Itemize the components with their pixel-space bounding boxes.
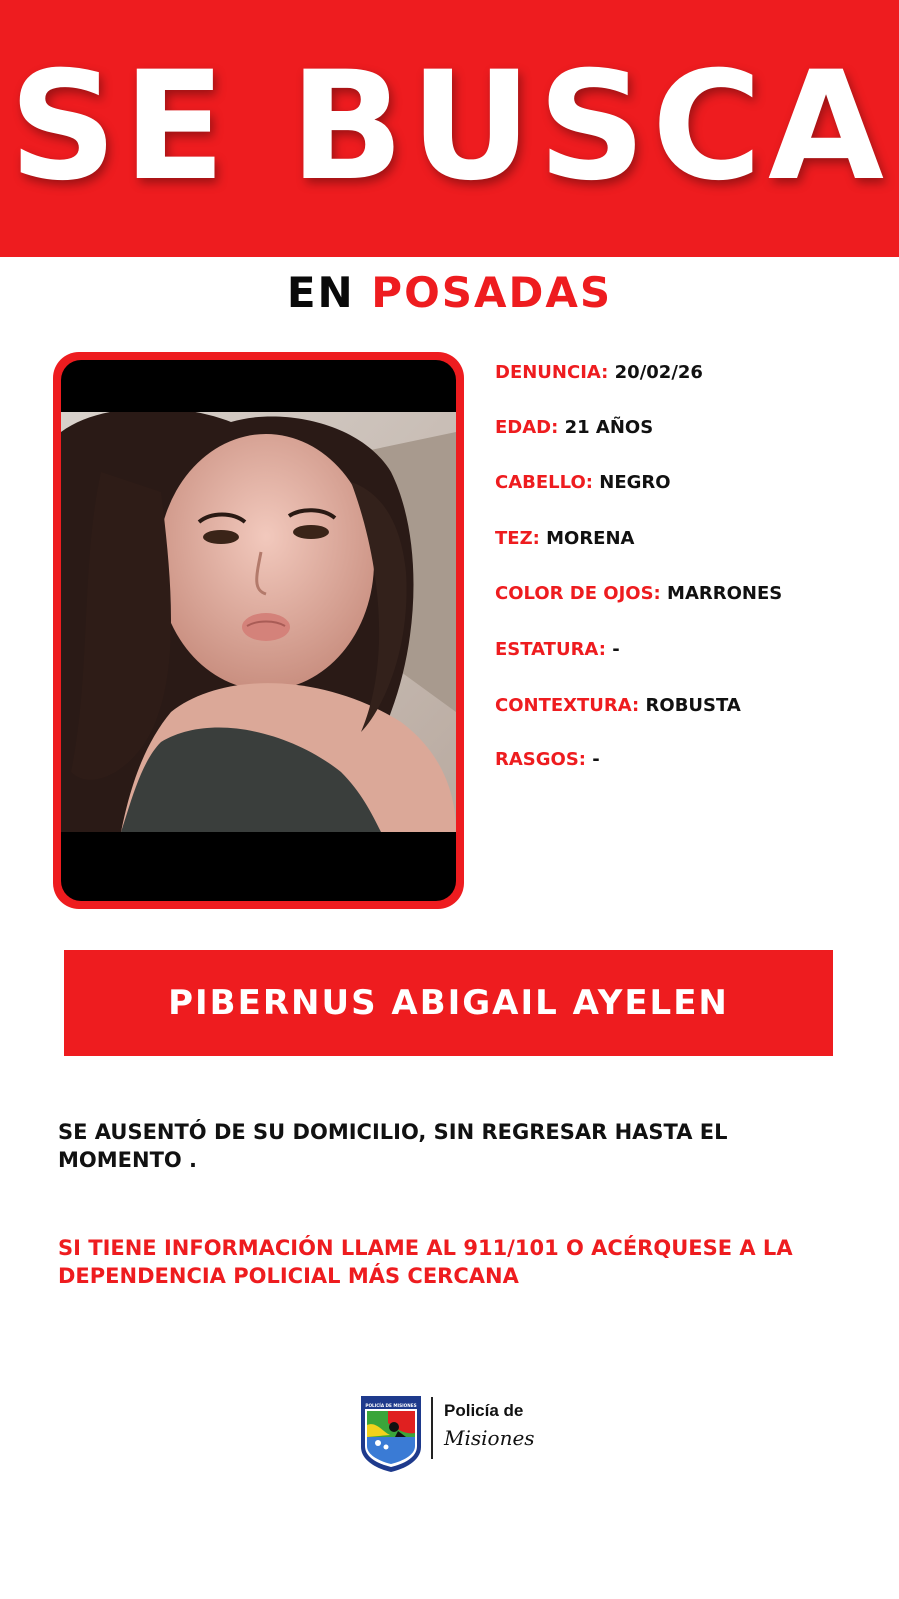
police-shield-icon <box>358 1393 424 1473</box>
detail-row-contextura <box>495 691 741 721</box>
detail-row-denuncia <box>495 358 703 388</box>
detail-row-rasgos <box>495 745 600 775</box>
location-subtitle <box>0 268 899 318</box>
detail-value: MORENA <box>546 528 635 549</box>
logo-divider <box>431 1397 433 1459</box>
detail-value: ROBUSTA <box>645 695 741 716</box>
name-banner <box>64 950 833 1056</box>
detail-row-estatura <box>495 635 620 665</box>
police-logo <box>358 1393 548 1473</box>
detail-value: MARRONES <box>667 583 783 604</box>
detail-label: CABELLO: <box>495 472 593 493</box>
detail-value: - <box>612 639 620 660</box>
header-banner <box>0 0 899 257</box>
logo-text: Policía de <box>444 1401 524 1420</box>
detail-label: RASGOS: <box>495 749 586 770</box>
detail-label: TEZ: <box>495 528 540 549</box>
police-badge-text: POLICÍA DE MISIONES <box>365 1403 417 1408</box>
detail-value: NEGRO <box>599 472 671 493</box>
detail-value: - <box>592 749 600 770</box>
detail-label: COLOR DE OJOS: <box>495 583 661 604</box>
absence-text: SE AUSENTÓ DE SU DOMICILIO, SIN REGRESAR HASTA EL MOMENTO . <box>58 1120 728 1172</box>
photo-container <box>61 360 456 901</box>
person-name: PIBERNUS ABIGAIL AYELEN <box>168 983 729 1023</box>
logo-script-text: Misiones <box>444 1426 535 1450</box>
location-city: POSADAS <box>371 268 613 317</box>
detail-label: ESTATURA: <box>495 639 606 660</box>
detail-row-edad <box>495 413 653 443</box>
detail-row-color-ojos <box>495 579 782 609</box>
page-title: SE BUSCA <box>8 40 891 214</box>
location-prefix: EN <box>286 268 355 317</box>
detail-label: EDAD: <box>495 417 559 438</box>
detail-value: 20/02/26 <box>614 362 703 383</box>
detail-row-cabello <box>495 468 671 498</box>
detail-row-tez <box>495 524 634 554</box>
detail-label: CONTEXTURA: <box>495 695 640 716</box>
missing-person-photo <box>61 412 456 832</box>
detail-label: DENUNCIA: <box>495 362 609 383</box>
photo-frame <box>53 352 464 909</box>
contact-text: SI TIENE INFORMACIÓN LLAME AL 911/101 O ACÉRQUESE A LA DEPENDENCIA POLICIAL MÁS CERCANA <box>58 1236 793 1288</box>
detail-value: 21 AÑOS <box>564 417 654 438</box>
